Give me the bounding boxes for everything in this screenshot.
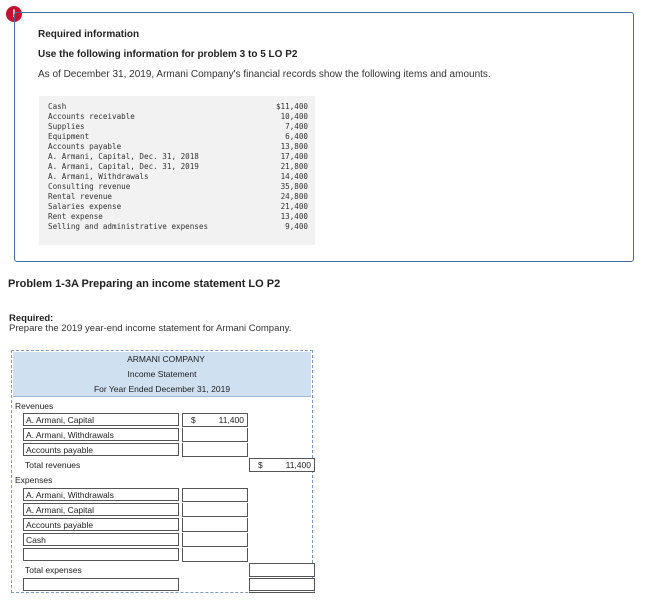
net-income-label-select[interactable] [23, 578, 179, 591]
account-data-label: A. Armani, Capital, Dec. 31, 2019 [48, 162, 199, 171]
account-data-label: A. Armani, Withdrawals [48, 172, 149, 181]
header-divider [13, 396, 311, 397]
account-data-row [39, 122, 315, 132]
account-data-row [39, 182, 315, 192]
income-statement-worksheet [11, 350, 313, 593]
info-title: Required information [38, 29, 140, 40]
expense-row [13, 503, 311, 518]
account-data-value: $11,400 [275, 102, 308, 111]
revenue-account-select[interactable]: A. Armani, Capital [23, 413, 179, 426]
expense-row [13, 533, 311, 548]
total-expenses-amount[interactable] [249, 563, 315, 577]
info-subtitle: Use the following information for problem 3 to 5 LO P2 [38, 49, 298, 60]
account-data-label: Salaries expense [48, 202, 122, 211]
problem-title: Problem 1-3A Preparing an income statement LO P2 [8, 278, 281, 290]
account-data-value: 13,800 [280, 142, 308, 151]
revenues-heading-row [13, 399, 311, 414]
revenue-row [13, 443, 311, 458]
total-expenses-row [13, 563, 311, 578]
expense-row [13, 518, 311, 533]
account-data-row [39, 212, 315, 222]
revenue-row [13, 413, 311, 428]
account-data-table [39, 96, 315, 245]
account-data-value: 17,400 [280, 152, 308, 161]
total-revenues-amount[interactable]: $ 11,400 [249, 458, 315, 472]
account-data-value: 24,800 [280, 192, 308, 201]
expense-amount-input[interactable] [182, 518, 248, 532]
statement-company: ARMANI COMPANY [13, 352, 311, 367]
account-data-label: Accounts receivable [48, 112, 135, 121]
account-data-row [39, 202, 315, 212]
required-text: Prepare the 2019 year-end income statement for Armani Company. [9, 323, 292, 334]
account-data-value: 21,400 [280, 202, 308, 211]
expenses-heading-row [13, 473, 311, 488]
account-data-value: 6,400 [285, 132, 308, 141]
expense-amount-input[interactable] [182, 488, 248, 502]
revenue-amount-input[interactable] [182, 443, 248, 457]
account-data-label: Selling and administrative expenses [48, 222, 209, 231]
expense-account-select[interactable] [23, 548, 179, 561]
account-data-label: Rental revenue [48, 192, 113, 201]
net-income-row [13, 578, 311, 593]
expenses-label: Expenses [15, 475, 53, 485]
expense-account-select[interactable]: A. Armani, Capital [23, 503, 179, 516]
expense-account-select[interactable]: A. Armani, Withdrawals [23, 488, 179, 501]
account-data-row [39, 222, 315, 232]
alert-icon: ! [6, 6, 22, 22]
required-label: Required: [9, 313, 54, 324]
total-expenses-label: Total expenses [25, 565, 82, 575]
account-data-value: 35,800 [280, 182, 308, 191]
expense-row [13, 548, 311, 563]
required-information-panel [14, 12, 634, 262]
account-data-row [39, 112, 315, 122]
account-data-value: 13,400 [280, 212, 308, 221]
account-data-label: Consulting revenue [48, 182, 131, 191]
account-data-label: Supplies [48, 122, 85, 131]
expense-amount-input[interactable] [182, 548, 248, 562]
account-data-value: 10,400 [280, 112, 308, 121]
net-income-amount[interactable] [249, 578, 315, 593]
account-data-row [39, 132, 315, 142]
account-data-value: 7,400 [285, 122, 308, 131]
total-revenues-row [13, 458, 311, 473]
expense-row [13, 488, 311, 503]
revenue-account-select[interactable]: A. Armani, Withdrawals [23, 428, 179, 441]
revenue-account-select[interactable]: Accounts payable [23, 443, 179, 456]
expense-amount-input[interactable] [182, 533, 248, 547]
total-revenues-label: Total revenues [25, 460, 81, 470]
revenues-label: Revenues [15, 401, 54, 411]
revenue-amount-input[interactable]: $ 11,400 [182, 413, 248, 427]
account-data-label: Cash [48, 102, 67, 111]
expense-amount-input[interactable] [182, 503, 248, 517]
account-data-value: 21,800 [280, 162, 308, 171]
account-data-label: Rent expense [48, 212, 103, 221]
account-data-row [39, 152, 315, 162]
account-data-value: 14,400 [280, 172, 308, 181]
account-data-label: Equipment [48, 132, 90, 141]
statement-period: For Year Ended December 31, 2019 [13, 382, 311, 397]
expense-account-select[interactable]: Accounts payable [23, 518, 179, 531]
expense-account-select[interactable]: Cash [23, 533, 179, 546]
account-data-value: 9,400 [285, 222, 308, 231]
revenue-amount-input[interactable] [182, 428, 248, 442]
info-description: As of December 31, 2019, Armani Company's financial records show the following items and amounts. [38, 69, 491, 80]
account-data-row [39, 142, 315, 152]
account-data-row [39, 172, 315, 182]
account-data-row [39, 192, 315, 202]
account-data-row [39, 162, 315, 172]
account-data-row [39, 102, 315, 112]
revenue-row [13, 428, 311, 443]
account-data-label: Accounts payable [48, 142, 122, 151]
statement-name: Income Statement [13, 367, 311, 382]
account-data-label: A. Armani, Capital, Dec. 31, 2018 [48, 152, 199, 161]
